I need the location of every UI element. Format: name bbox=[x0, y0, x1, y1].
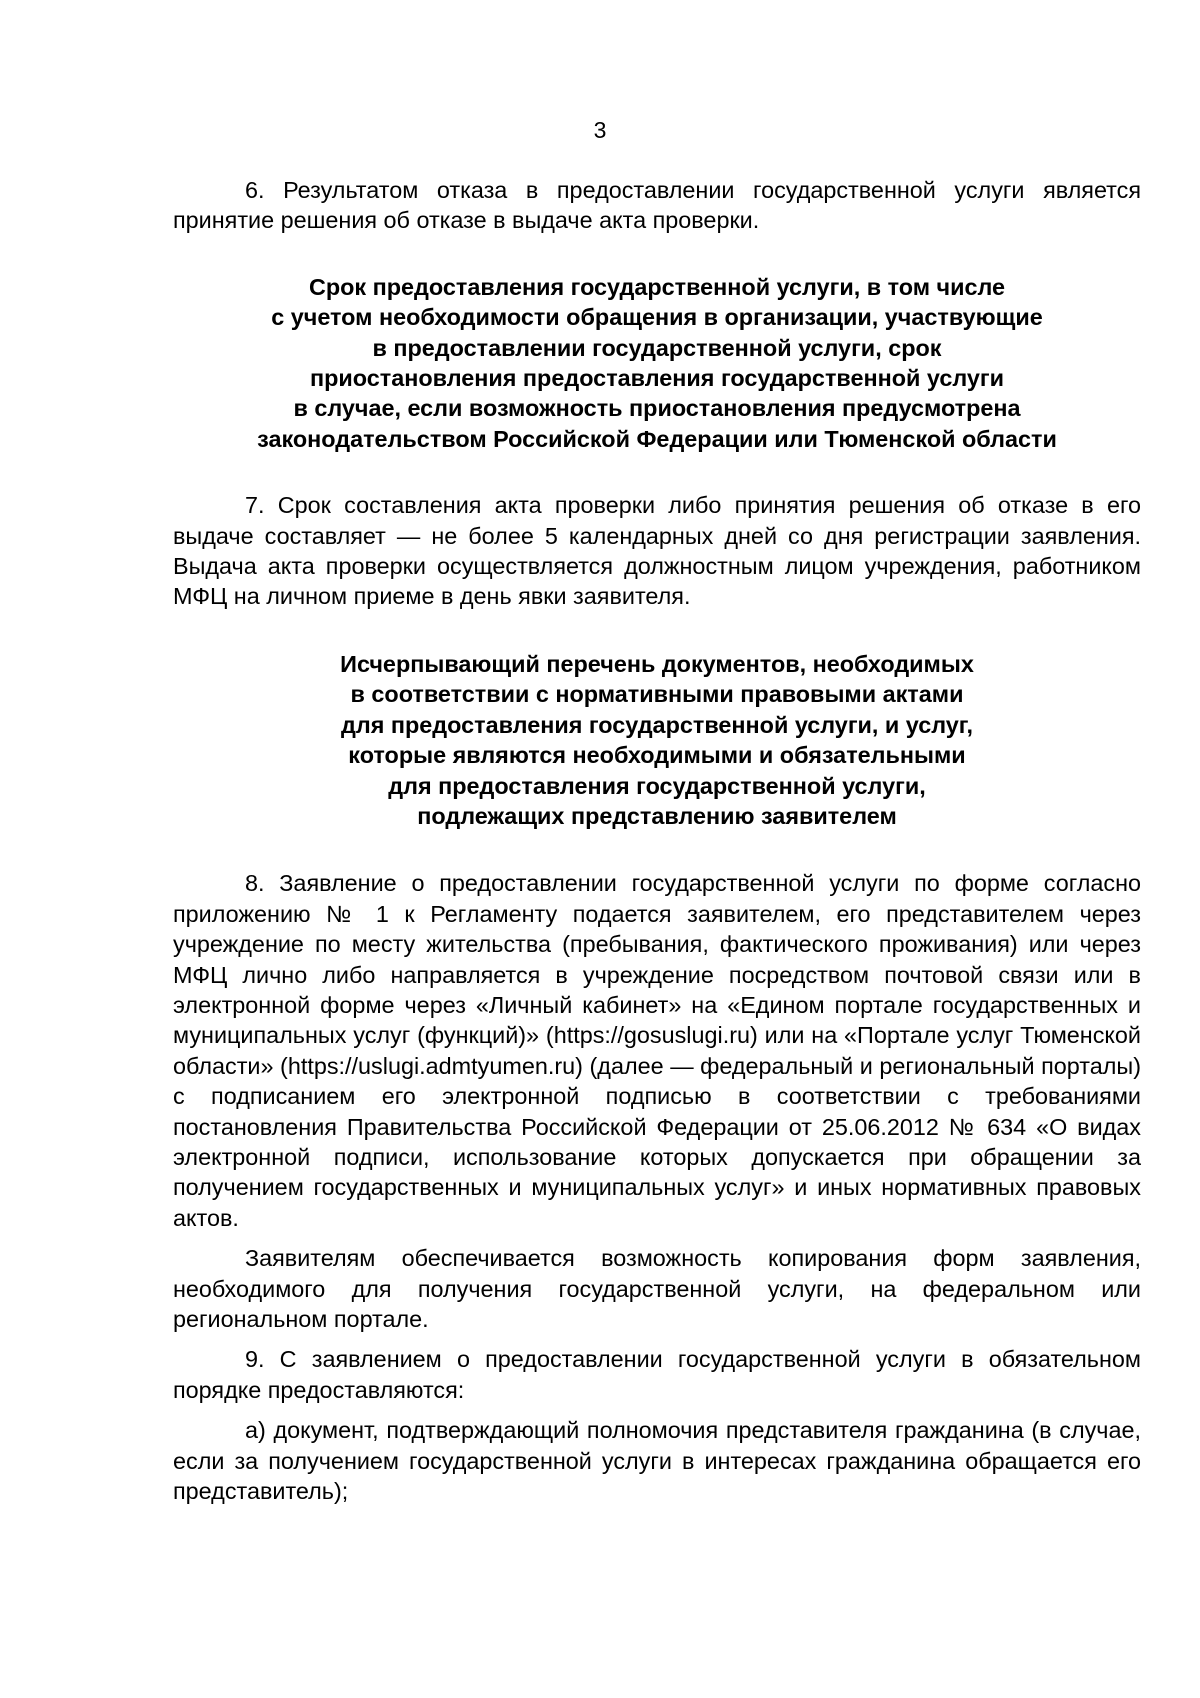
paragraph-7: 7. Срок составления акта проверки либо принятия решения об отказе в его выдаче составляет — не более 5 календарных дней со дня регистрации заявления. Выдача акта проверки осуществляется должностным лицом учреждения, работником МФЦ на личном приеме в день явки заявителя. bbox=[173, 492, 1141, 610]
heading-line: в соответствии с нормативными правовыми актами bbox=[350, 681, 964, 708]
document-body bbox=[173, 175, 1141, 1506]
paragraph-8-portal-forms: Заявителям обеспечивается возможность копирования форм заявления, необходимого для получения государственной услуги, на федеральном или региональном портале. bbox=[173, 1245, 1141, 1332]
section-heading-documents bbox=[173, 649, 1141, 831]
section-heading-deadline bbox=[173, 272, 1141, 454]
heading-line: для предоставления государственной услуги, bbox=[388, 772, 926, 799]
heading-line: Срок предоставления государственной услуги, в том числе bbox=[308, 273, 1006, 300]
heading-line: которые являются необходимыми и обязательными bbox=[348, 742, 966, 769]
paragraph-6: 6. Результатом отказа в предоставлении государственной услуги является принятие решения об отказе в выдаче акта проверки. bbox=[173, 177, 1141, 234]
heading-line: в случае, если возможность приостановления предусмотрена bbox=[293, 395, 1021, 422]
paragraph-9a: а) документ, подтверждающий полномочия представителя гражданина (в случае, если за получением государственной услуги в интересах гражданина обращается его представитель); bbox=[173, 1417, 1141, 1505]
heading-line: приостановления предоставления государственной услуги bbox=[309, 365, 1005, 392]
heading-line: подлежащих представлению заявителем bbox=[417, 802, 897, 829]
paragraph-8: 8. Заявление о предоставлении государственной услуги по форме согласно приложению № 1 к Регламенту подается заявителем, его представителем через учреждение по месту жительства (пребывания, фактического проживания) или через МФЦ лично либо направляется в учреждение посредством почтовой связи или в электронной форме через «Личный кабинет» на «Едином портале государственных и муниципальных услуг (функций)» (https://gosuslugi.ru) или на «Портале услуг Тюменской области» (https://uslugi.admtyumen.ru) (далее — федеральный и региональный порталы) с подписанием его электронной подписью в соответствии с требованиями постановления Правительства Российской Федерации от 25.06.2012 № 634 «О видах электронной подписи, использование которых допускается при обращении за получением государственных и муниципальных услуг» и иных нормативных правовых актов. bbox=[173, 870, 1141, 1231]
heading-line: с учетом необходимости обращения в организации, участвующие bbox=[271, 304, 1043, 331]
heading-line: в предоставлении государственной услуги, срок bbox=[372, 334, 942, 361]
heading-line: законодательством Российской Федерации или Тюменской области bbox=[257, 425, 1057, 452]
heading-line: для предоставления государственной услуги, и услуг, bbox=[341, 711, 973, 738]
paragraph-9: 9. С заявлением о предоставлении государственной услуги в обязательном порядке предоставляются: bbox=[173, 1346, 1141, 1403]
page-number: 3 bbox=[593, 117, 607, 143]
heading-line: Исчерпывающий перечень документов, необходимых bbox=[340, 650, 974, 677]
